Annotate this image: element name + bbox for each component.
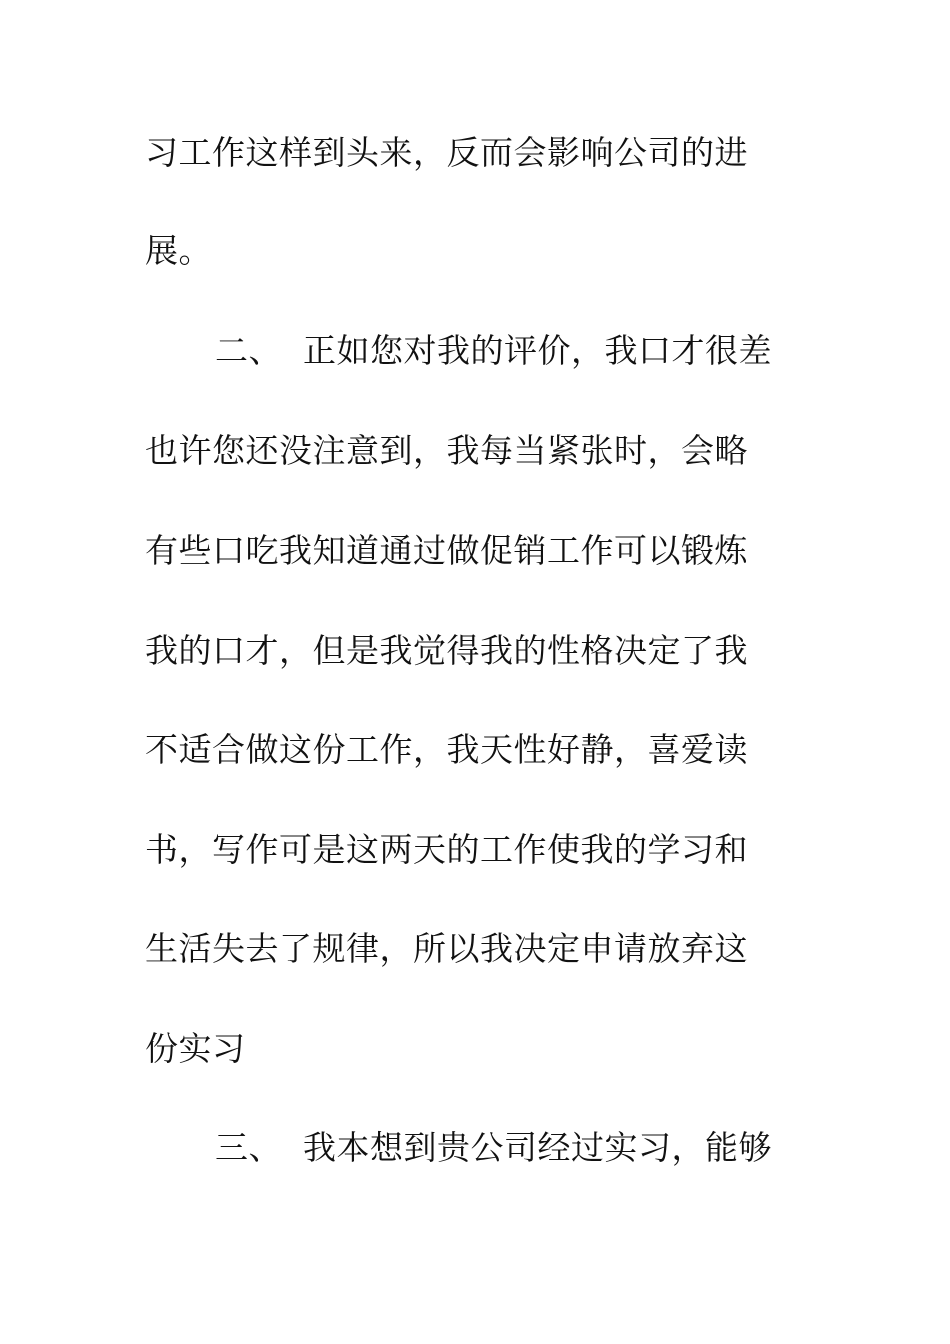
paragraph-line: 份实习 <box>145 1029 246 1068</box>
paragraph-line: 习工作这样到头来，反而会影响公司的进 <box>145 133 748 172</box>
list-marker: 二、 <box>215 331 282 370</box>
paragraph-line: 我的口才，但是我觉得我的性格决定了我 <box>145 631 748 670</box>
paragraph-line: 生活失去了规律，所以我决定申请放弃这 <box>145 929 748 968</box>
paragraph-line: 书，写作可是这两天的工作使我的学习和 <box>145 830 748 869</box>
paragraph-line: 有些口吃我知道通过做促销工作可以锻炼 <box>145 531 748 570</box>
paragraph-line: 不适合做这份工作，我天性好静，喜爱读 <box>145 730 748 769</box>
paragraph-line: 也许您还没注意到，我每当紧张时，会略 <box>145 431 748 470</box>
list-marker: 三、 <box>215 1128 282 1167</box>
list-item-3 <box>215 1128 772 1168</box>
paragraph-line: 展。 <box>145 231 212 270</box>
list-item-2 <box>215 331 772 371</box>
list-item-text: 我本想到贵公司经过实习，能够 <box>303 1128 772 1167</box>
list-item-text: 正如您对我的评价，我口才很差 <box>303 331 772 370</box>
